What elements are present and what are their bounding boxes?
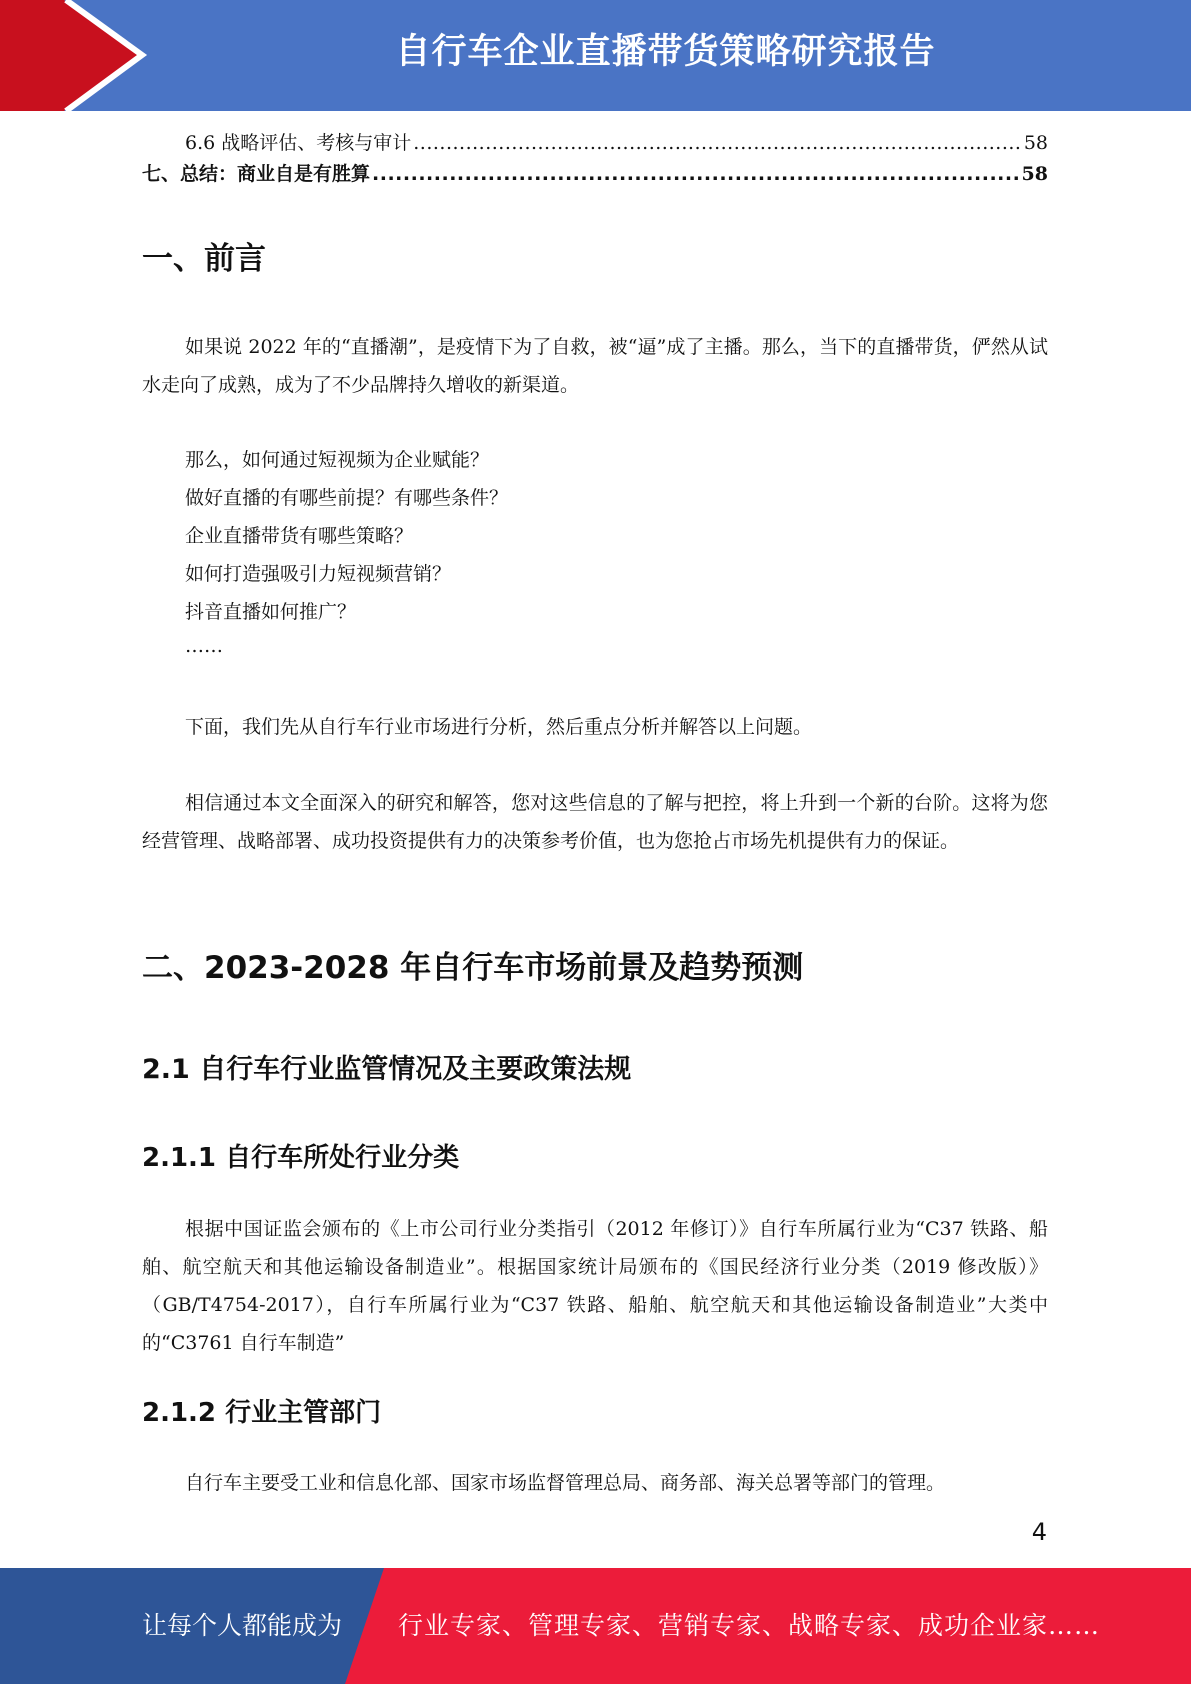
market-heading: 二、2023-2028 年自行车市场前景及趋势预测	[142, 950, 804, 986]
industry-classification-paragraph: 根据中国证监会颁布的《上市公司行业分类指引（2012 年修订）》自行车所属行业为“C37 铁路、船舶、航空航天和其他运输设备制造业”。根据国家统计局颁布的《国民经济行业分类（2019 修改版）》（GB/T4754-2017），自行车所属行业为“C37 铁路、船舶、航空航天和其他运输设备制造业”大类中的“C3761 自行车制造”	[142, 1218, 1048, 1354]
footer-slogan-left: 让每个人都能成为	[142, 1611, 343, 1640]
report-title: 自行车企业直播带货策略研究报告	[395, 32, 936, 72]
preface-heading: 一、前言	[142, 241, 266, 277]
section-2-1-heading: 2.1 自行车行业监管情况及主要政策法规	[142, 1054, 632, 1085]
toc-entry-page: 58	[1021, 163, 1048, 185]
question-item: 如何打造强吸引力短视频营销？	[185, 563, 452, 585]
section-2-1-1-heading: 2.1.1 自行车所处行业分类	[142, 1143, 460, 1173]
question-item: 企业直播带货有哪些策略？	[185, 525, 414, 547]
section-2-1-2-heading: 2.1.2 行业主管部门	[142, 1398, 382, 1428]
toc-leader-dots	[372, 163, 1020, 185]
question-item: 那么，如何通过短视频为企业赋能？	[185, 449, 490, 471]
footer-slogan-right: 行业专家、管理专家、营销专家、战略专家、成功企业家……	[398, 1611, 1101, 1640]
page-footer	[0, 1568, 1191, 1684]
toc-entry[interactable]	[142, 159, 1048, 189]
page-number: 4	[1031, 1518, 1047, 1546]
question-item: 做好直播的有哪些前提？有哪些条件？	[185, 487, 509, 509]
page-header	[0, 0, 1191, 111]
question-item: 抖音直播如何推广？	[185, 601, 357, 623]
toc-entry-label: 6.6 战略评估、考核与审计	[185, 132, 412, 154]
preface-paragraph-2: 下面，我们先从自行车行业市场进行分析，然后重点分析并解答以上问题。	[185, 716, 813, 738]
toc-leader-dots	[413, 132, 1022, 154]
toc-entry[interactable]	[142, 128, 1048, 158]
preface-paragraph-1: 如果说 2022 年的“直播潮”，是疫情下为了自救，被“逼”成了主播。那么，当下的直播带货，俨然从试水走向了成熟，成为了不少品牌持久增收的新渠道。	[142, 336, 1048, 396]
toc-entry-page: 58	[1023, 132, 1048, 154]
question-ellipsis: ……	[185, 635, 223, 657]
regulator-paragraph: 自行车主要受工业和信息化部、国家市场监督管理总局、商务部、海关总署等部门的管理。	[185, 1472, 946, 1494]
preface-paragraph-3: 相信通过本文全面深入的研究和解答，您对这些信息的了解与把控，将上升到一个新的台阶。这将为您经营管理、战略部署、成功投资提供有力的决策参考价值，也为您抢占市场先机提供有力的保证。	[142, 792, 1048, 852]
toc-entry-label: 七、总结：商业自是有胜算	[142, 163, 371, 185]
